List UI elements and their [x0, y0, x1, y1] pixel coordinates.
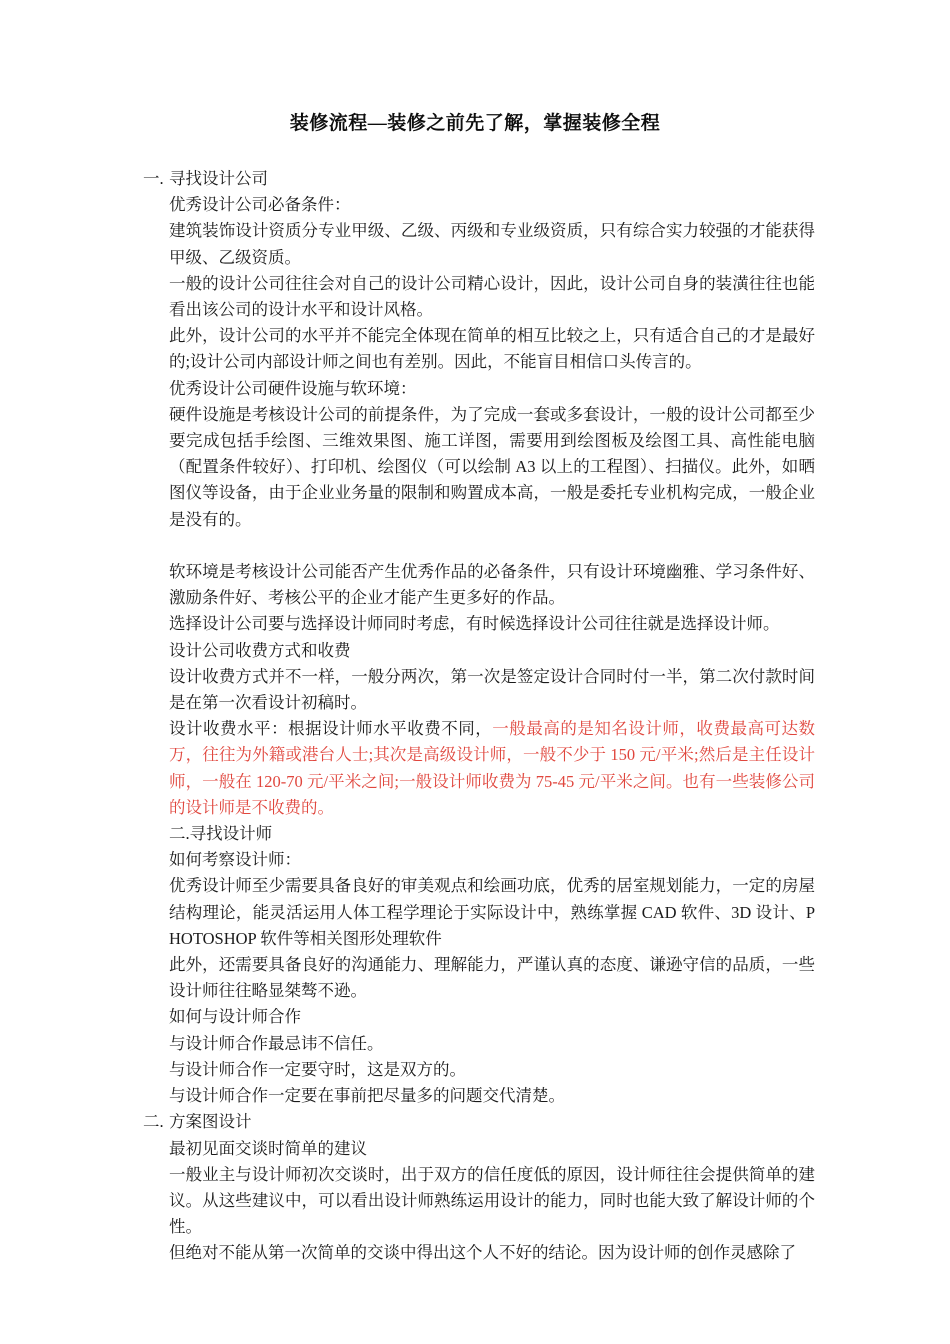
paragraph: 与设计师合作一定要在事前把尽量多的问题交代清楚。 — [169, 1086, 565, 1106]
document-content — [0, 166, 950, 1267]
paragraph: 设计公司收费方式和收费 — [169, 640, 351, 660]
paragraph: 建筑装饰设计资质分专业甲级、乙级、丙级和专业级资质，只有综合实力较强的才能获得甲级、乙级资质。 — [169, 221, 815, 267]
paragraph: 优秀设计公司硬件设施与软环境： — [169, 378, 417, 398]
paragraph-lead-text: 设计收费水平：根据设计师水平收费不同， — [169, 719, 493, 739]
paragraph: 与设计师合作最忌讳不信任。 — [169, 1033, 384, 1053]
highlighted-pricing-text: 一般最高的是知名设计师，收费最高可达数万，往往为外籍或港台人士;其次是高级设计师，一般不少于 150 元/平米;然后是主任设计师，一般在 120-70 元/平米之间;一般设计师收费为 75-45 元/平米之间。也有一些装修公司的设计师是不收费的。 — [169, 719, 816, 817]
paragraph: 与设计师合作一定要守时，这是双方的。 — [169, 1059, 466, 1079]
paragraph: 一般业主与设计师初次交谈时，出于双方的信任度低的原因，设计师往往会提供简单的建议。从这些建议中，可以看出设计师熟练运用设计的能力，同时也能大致了解设计师的个性。 — [169, 1164, 815, 1237]
paragraph: 但绝对不能从第一次简单的交谈中得出这个人不好的结论。因为设计师的创作灵感除了 — [169, 1243, 796, 1263]
paragraph: 二.寻找设计师 — [169, 824, 273, 844]
paragraph: 软环境是考核设计公司能否产生优秀作品的必备条件，只有设计环境幽雅、学习条件好、激励条件好、考核公平的企业才能产生更多好的作品。 — [169, 562, 815, 608]
paragraph-spacer — [143, 533, 815, 559]
paragraph: 如何与设计师合作 — [169, 1007, 301, 1027]
list-marker: 二. — [143, 1112, 164, 1132]
paragraph: 最初见面交谈时简单的建议 — [169, 1138, 367, 1158]
paragraph: 此外，还需要具备良好的沟通能力、理解能力，严谨认真的态度、谦逊守信的品质，一些设计师往往略显桀骜不逊。 — [169, 955, 815, 1001]
paragraph: 如何考察设计师： — [169, 850, 301, 870]
numbered-heading — [143, 1109, 815, 1135]
paragraph: 一般的设计公司往往会对自己的设计公司精心设计，因此，设计公司自身的装潢往往也能看出该公司的设计水平和设计风格。 — [169, 273, 815, 320]
paragraph: 设计收费方式并不一样，一般分两次，第一次是签定设计合同时付一半，第二次付款时间是在第一次看设计初稿时。 — [169, 666, 815, 713]
section-heading-text: 方案图设计 — [169, 1112, 252, 1132]
list-marker: 一. — [143, 169, 164, 188]
page-title: 装修流程—装修之前先了解，掌握装修全程 — [289, 113, 661, 134]
paragraph: 优秀设计师至少需要具备良好的审美观点和绘画功底，优秀的居室规划能力，一定的房屋结构理论，能灵活运用人体工程学理论于实际设计中，熟练掌握 CAD 软件、3D 设计、PHOTOSHOP 软件等相关图形处理软件 — [169, 876, 815, 948]
paragraph: 硬件设施是考核设计公司的前提条件，为了完成一套或多套设计，一般的设计公司都至少要完成包括手绘图、三维效果图、施工详图，需要用到绘图板及绘图工具、高性能电脑（配置条件较好）、打印机、绘图仪（可以绘制 A3 以上的工程图）、扫描仪。此外，如晒图仪等设备，由于企业业务量的限制和购置成本高，一般是委托专业机构完成，一般企业是没有的。 — [169, 404, 815, 529]
paragraph: 此外，设计公司的水平并不能完全体现在简单的相互比较之上，只有适合自己的才是最好的;设计公司内部设计师之间也有差别。因此，不能盲目相信口头传言的。 — [169, 326, 815, 372]
paragraph: 选择设计公司要与选择设计师同时考虑，有时候选择设计公司往往就是选择设计师。 — [169, 614, 780, 634]
paragraph — [143, 716, 815, 821]
numbered-heading — [143, 166, 815, 192]
section-heading-text: 寻找设计公司 — [169, 169, 268, 188]
paragraph: 优秀设计公司必备条件： — [169, 195, 351, 215]
